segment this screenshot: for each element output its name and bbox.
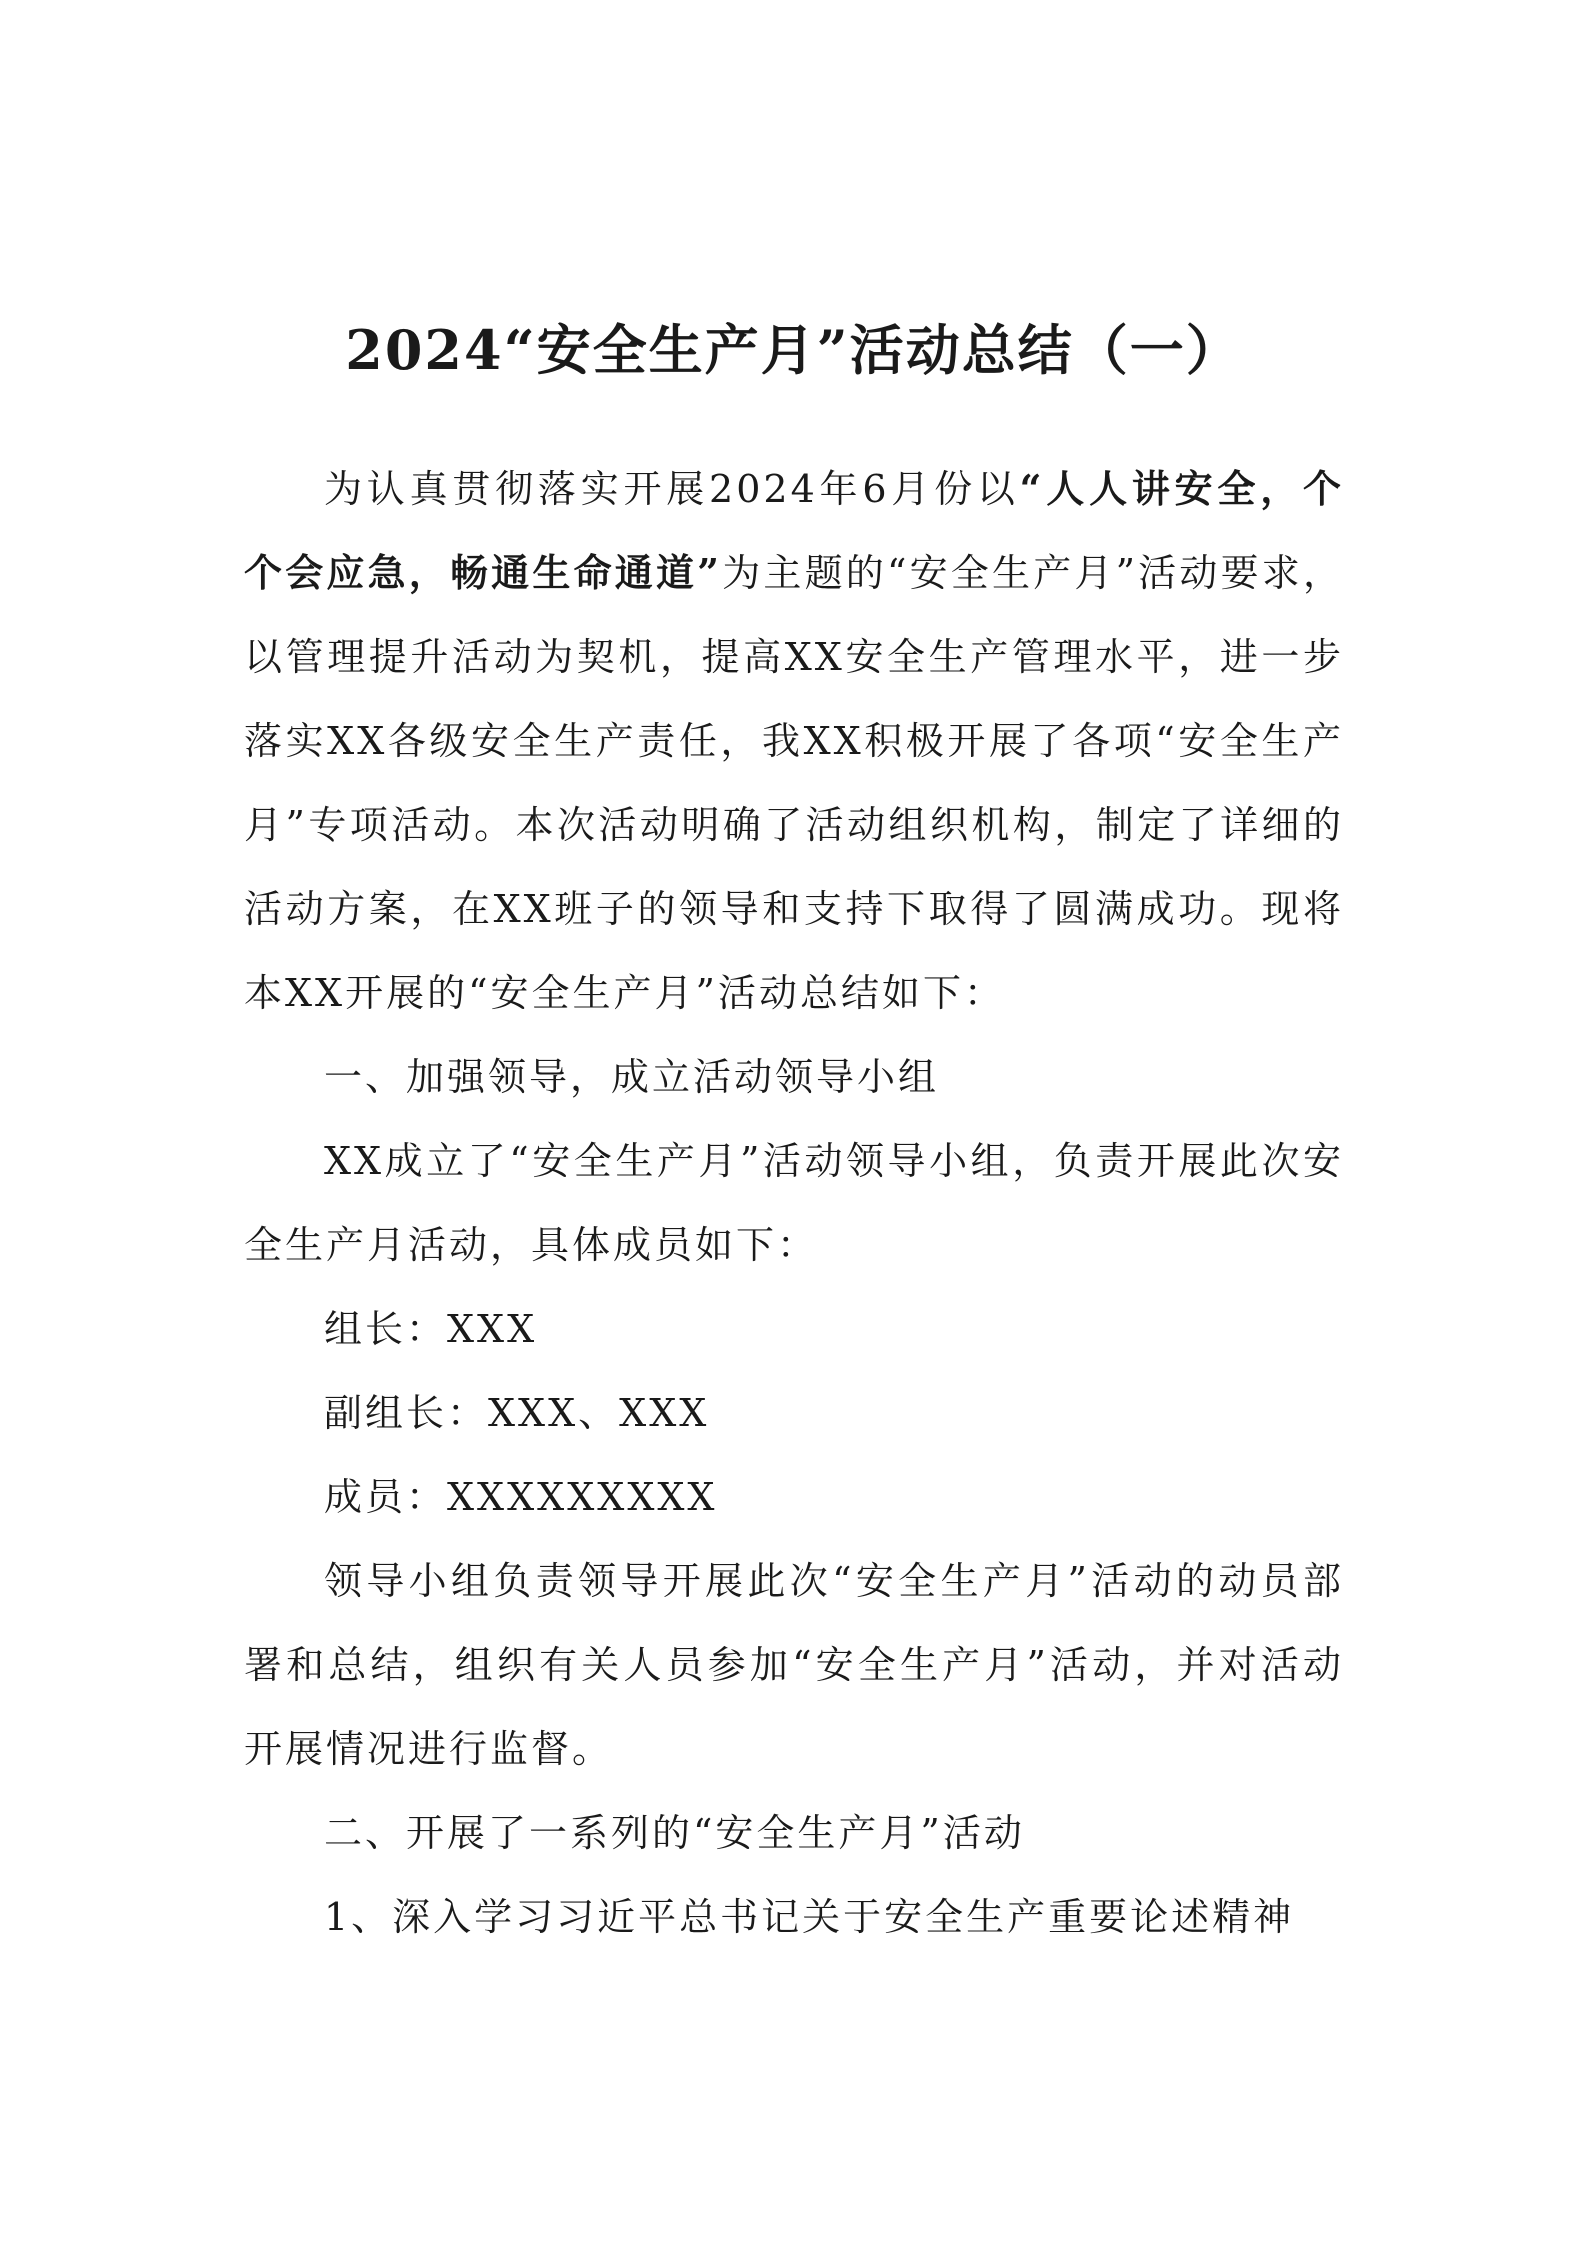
document-body [244,447,1344,1959]
section1-heading: 一、加强领导，成立活动领导小组 [324,1055,940,1099]
members-line: 成员：XXXXXXXXX [324,1475,718,1519]
document-title: 2024“安全生产月”活动总结（一） [345,318,1242,382]
section1-duty-paragraph: 领导小组负责领导开展此次“安全生产月”活动的动员部署和总结，组织有关人员参加“安全生产月”活动，并对活动开展情况进行监督。 [244,1559,1344,1771]
section1-paragraph: XX成立了“安全生产月”活动领导小组，负责开展此次安全生产月活动，具体成员如下： [244,1139,1344,1267]
section2-heading: 二、开展了一系列的“安全生产月”活动 [324,1811,1025,1855]
intro-theme: “人人讲安全，个个会应急，畅通生命通道” [244,466,1345,595]
intro-part2: 为主题的“安全生产月”活动要求，以管理提升活动为契机，提高XX安全生产管理水平，进一步落实XX各级安全生产责任，我XX积极开展了各项“安全生产月”专项活动。本次活动明确了活动组织机构，制定了详细的活动方案，在XX班子的领导和支持下取得了圆满成功。现将本XX开展的“安全生产月”活动总结如下： [244,551,1345,1015]
intro-paragraph [244,447,1344,1035]
section2-subheading-1: 1、深入学习习近平总书记关于安全生产重要论述精神 [324,1895,1295,1939]
intro-part1: 为认真贯彻落实开展2024年6月份以 [324,467,1020,511]
leader-line: 组长：XXX [324,1307,538,1351]
deputy-leader-line: 副组长：XXX、XXX [324,1391,710,1435]
